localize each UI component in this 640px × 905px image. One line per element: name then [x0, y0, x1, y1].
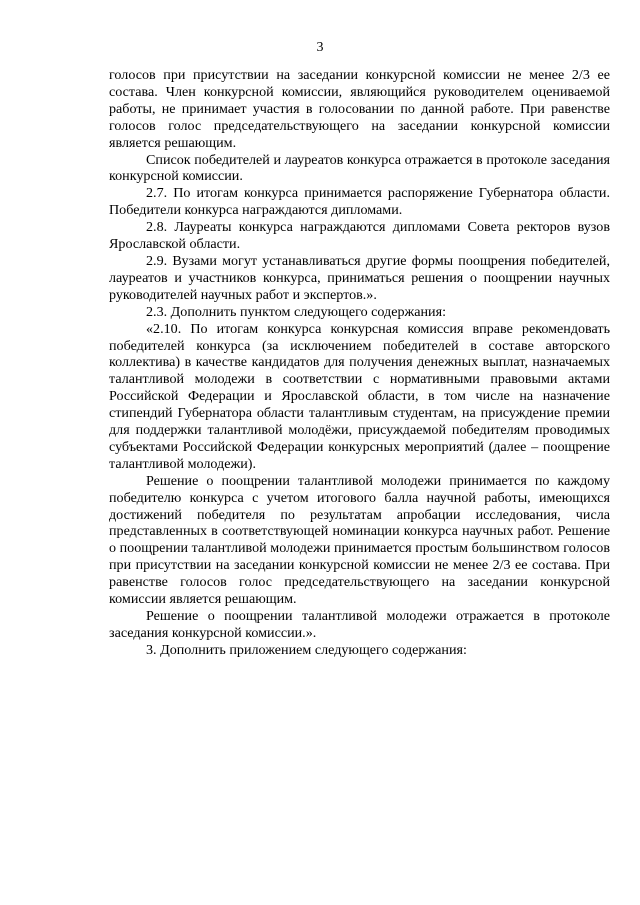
paragraph-2-7: 2.7. По итогам конкурса принимается распоряжение Губернатора области. Победители конкурса награждаются дипломами.	[109, 185, 610, 219]
paragraph-voting-continuation: голосов при присутствии на заседании конкурсной комиссии не менее 2/3 ее состава. Член конкурсной комиссии, являющийся руководителем оцениваемой работы, не принимает участия в голосовании по данной работе. При равенстве голосов голос председательствующего на заседании конкурсной комиссии является решающим.	[109, 67, 610, 151]
paragraph-2-3-amendment: 2.3. Дополнить пунктом следующего содержания:	[146, 303, 447, 320]
paragraph-reward-decision: Решение о поощрении талантливой молодежи принимается по каждому победителю конкурса с учетом итогового балла научной работы, имеющихся достижений победителя по результатам апробации исследования, числа представленных в соответствующей номинации конкурса научных работ. Решение о поощрении талантливой молодежи принимается простым большинством голосов при присутствии на заседании конкурсной комиссии не менее 2/3 ее состава. При равенстве голосов голос председательствующего на заседании конкурсной комиссии является решающим.	[109, 472, 610, 608]
paragraph-3-appendix: 3. Дополнить приложением следующего содержания:	[146, 641, 467, 658]
paragraph-reward-protocol: Решение о поощрении талантливой молодежи отражается в протоколе заседания конкурсной комиссии.».	[109, 608, 610, 641]
paragraph-2-10: «2.10. По итогам конкурса конкурсная комиссия вправе рекомендовать победителей конкурса (за исключением победителей в составе авторского коллектива) в качестве кандидатов для получения денежных выплат, назначаемых талантливой молодежи в соответствии с нормативными правовыми актами Российской Федерации и Ярославской области, в том числе на назначение стипендий Губернатора области талантливым студентам, на присуждение премии для поддержки талантливой молодёжи, присуждаемой победителям проводимых субъектами Российской Федерации конкурсных мероприятий (далее – поощрение талантливой молодежи).	[109, 320, 610, 472]
paragraph-winners-list: Список победителей и лауреатов конкурса отражается в протоколе заседания конкурсной комиссии.	[109, 151, 610, 185]
document-body	[109, 67, 610, 659]
paragraph-2-9: 2.9. Вузами могут устанавливаться другие формы поощрения победителей, лауреатов и участников конкурса, приниматься решения о поощрении научных руководителей научных работ и экспертов.».	[109, 252, 610, 303]
paragraph-2-8: 2.8. Лауреаты конкурса награждаются дипломами Совета ректоров вузов Ярославской области.	[109, 219, 610, 253]
page-number: 3	[316, 40, 324, 55]
